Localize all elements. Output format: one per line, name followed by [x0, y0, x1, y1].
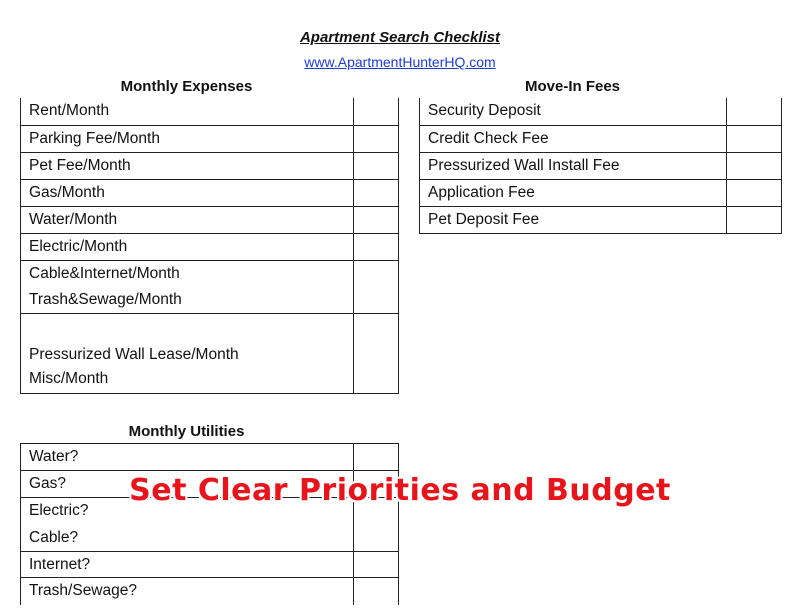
- table-row: [21, 578, 399, 605]
- monthly-utilities-heading: Monthly Utilities: [128, 423, 245, 440]
- expense-label: Gas/Month: [21, 179, 354, 206]
- utility-label: Internet?: [21, 552, 354, 578]
- website-link[interactable]: www.ApartmentHunterHQ.com: [304, 54, 496, 70]
- table-row: [21, 552, 399, 578]
- fee-label: Application Fee: [420, 179, 727, 206]
- table-row: [21, 98, 399, 125]
- utility-label: Water?: [21, 444, 354, 471]
- fee-label: Pressurized Wall Install Fee: [420, 152, 727, 179]
- table-row: [420, 206, 782, 233]
- monthly-expenses-heading: Monthly Expenses: [120, 78, 253, 95]
- table-row: [21, 366, 399, 393]
- amount-cell[interactable]: [727, 125, 782, 152]
- move-in-fees-heading: Move-In Fees: [524, 78, 621, 95]
- amount-cell[interactable]: [354, 313, 399, 366]
- amount-cell[interactable]: [354, 444, 399, 471]
- table-row: [21, 206, 399, 233]
- utility-label: Electric?: [21, 498, 354, 525]
- fee-label: Security Deposit: [420, 98, 727, 125]
- table-row: [21, 152, 399, 179]
- amount-cell[interactable]: [354, 552, 399, 578]
- table-row: [420, 179, 782, 206]
- fee-label: Pet Deposit Fee: [420, 206, 727, 233]
- amount-cell[interactable]: [727, 98, 782, 125]
- amount-cell[interactable]: [354, 206, 399, 233]
- table-row: [420, 125, 782, 152]
- amount-cell[interactable]: [354, 125, 399, 152]
- fee-label: Credit Check Fee: [420, 125, 727, 152]
- overlay-caption: Set Clear Priorities and Budget: [129, 473, 671, 508]
- amount-cell[interactable]: [354, 578, 399, 605]
- expense-label: Parking Fee/Month: [21, 125, 354, 152]
- expense-label: Pressurized Wall Lease/Month: [21, 313, 354, 366]
- table-row: [21, 313, 399, 366]
- move-in-fees-table: [419, 98, 782, 234]
- table-row: [21, 260, 399, 287]
- document-title: Apartment Search Checklist: [299, 29, 501, 46]
- amount-cell[interactable]: [727, 152, 782, 179]
- expense-label: Pet Fee/Month: [21, 152, 354, 179]
- expense-label: Cable&Internet/Month: [21, 260, 354, 287]
- expense-label: Electric/Month: [21, 233, 354, 260]
- amount-cell[interactable]: [727, 179, 782, 206]
- expense-label: Rent/Month: [21, 98, 354, 125]
- utility-label: Trash/Sewage?: [21, 578, 354, 605]
- table-row: [21, 444, 399, 471]
- table-row: [21, 287, 399, 313]
- amount-cell[interactable]: [354, 98, 399, 125]
- table-row: [21, 525, 399, 552]
- table-row: [420, 152, 782, 179]
- table-row: [420, 98, 782, 125]
- amount-cell[interactable]: [354, 260, 399, 287]
- table-row: [21, 125, 399, 152]
- amount-cell[interactable]: [354, 287, 399, 313]
- table-row: [21, 233, 399, 260]
- amount-cell[interactable]: [354, 179, 399, 206]
- amount-cell[interactable]: [354, 366, 399, 393]
- expense-label: Water/Month: [21, 206, 354, 233]
- monthly-utilities-table: [20, 443, 399, 605]
- amount-cell[interactable]: [354, 152, 399, 179]
- amount-cell[interactable]: [354, 525, 399, 552]
- utility-label: Gas?: [21, 471, 354, 498]
- expense-label: Trash&Sewage/Month: [21, 287, 354, 313]
- table-row: [21, 179, 399, 206]
- expense-label: Misc/Month: [21, 366, 354, 393]
- utility-label: Cable?: [21, 525, 354, 552]
- amount-cell[interactable]: [727, 206, 782, 233]
- monthly-expenses-table: [20, 98, 399, 394]
- amount-cell[interactable]: [354, 233, 399, 260]
